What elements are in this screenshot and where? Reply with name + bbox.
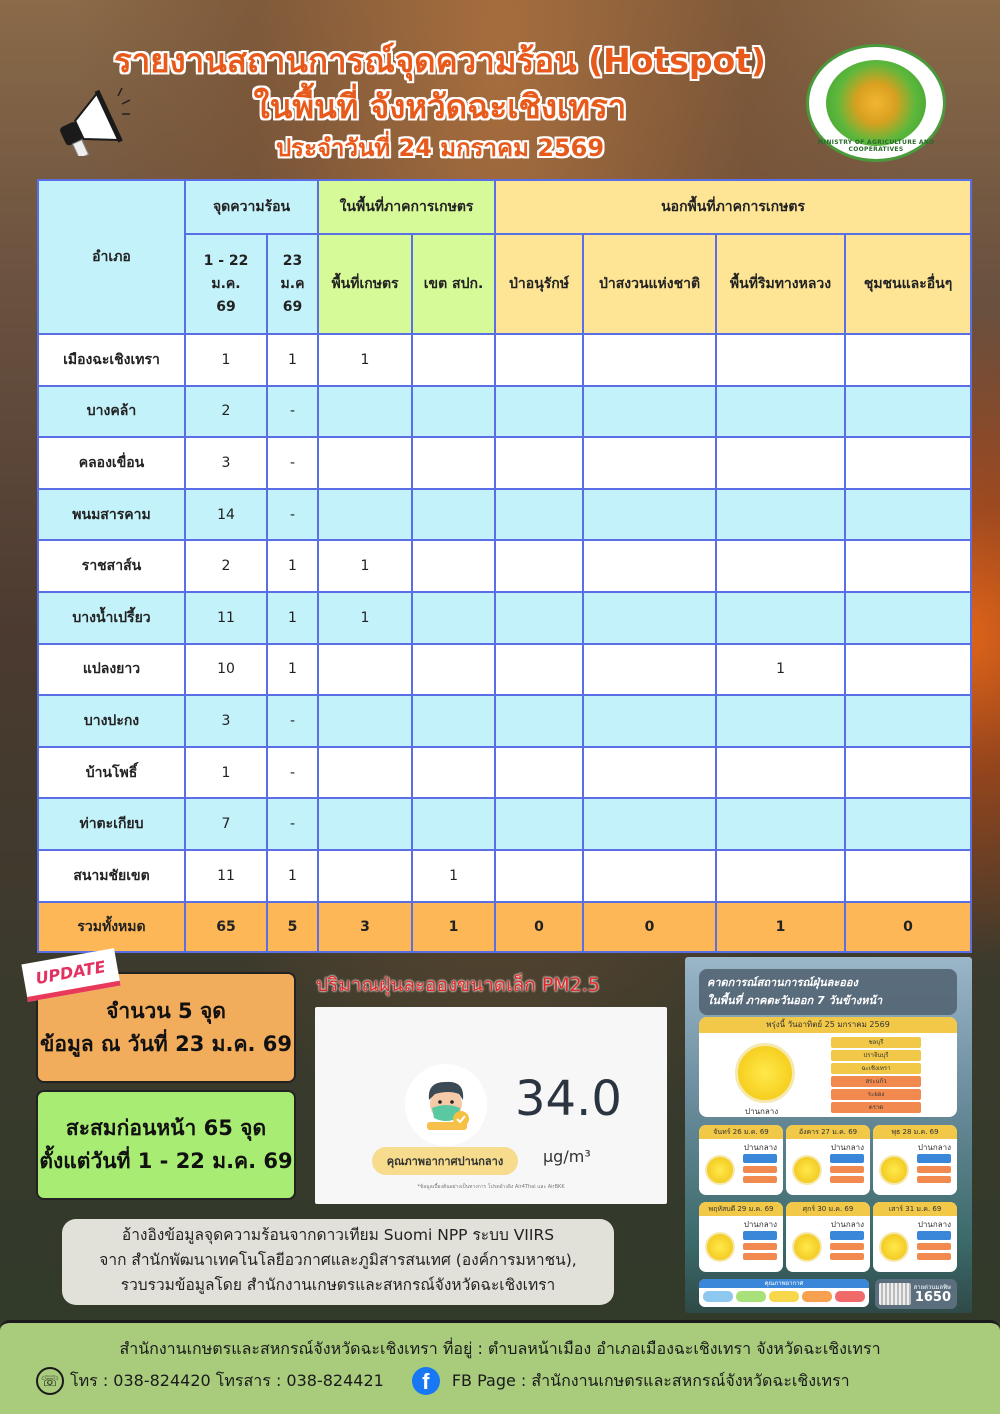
forecast-header [699,969,957,1015]
hotspot-1-22: 7 [185,798,267,850]
phone-icon: ☏ [36,1367,64,1395]
community-other [845,695,971,747]
neutral-face-icon [705,1155,735,1185]
total-national: 0 [583,902,716,952]
province-chip: ชลบุรี [831,1037,921,1048]
today-date: ข้อมูล ณ วันที่ 23 ม.ค. 69 [40,1031,292,1056]
community-other [845,747,971,799]
hotspot-23: 1 [267,592,318,644]
alro-zone [412,386,495,438]
watch-area-tag [830,1231,864,1240]
header-hotspot-group: จุดความร้อน [185,180,318,234]
alro-zone [412,695,495,747]
forecast-today-level: ปานกลาง [745,1107,779,1116]
forecast-day-date: จันทร์ 26 ม.ค. 69 [699,1125,783,1139]
agri-area [318,747,412,799]
hotspot-23: - [267,747,318,799]
national-forest [583,695,716,747]
province-tag [830,1176,864,1183]
pm25-note: *ข้อมูลเบื้องต้นอย่างเป็นทางการ โปรดอ้างอิง Air4Thai และ AirBKK [417,1184,565,1190]
highway-area [716,540,845,592]
forecast-day-level: ปานกลาง [830,1220,864,1229]
agri-area: 1 [318,540,412,592]
national-forest [583,334,716,386]
agri-area [318,386,412,438]
hotspot-1-22: 3 [185,695,267,747]
total-23: 5 [267,902,318,952]
total-alro: 1 [412,902,495,952]
reserved-forest [495,747,583,799]
pm25-card [315,1007,667,1204]
alro-zone [412,489,495,541]
hotspot-23: - [267,489,318,541]
neutral-face-icon [792,1155,822,1185]
agri-area: 1 [318,334,412,386]
ministry-logo-text: MINISTRY OF AGRICULTURE AND COOPERATIVES [817,139,935,153]
table-row [38,437,971,489]
table-total-row [38,902,971,952]
header-23-line1: 23 [282,252,303,269]
report-date: ประจำวันที่ 24 มกราคม 2569 [275,134,605,162]
reference-line-2: จาก สำนักพัฒนาเทคโนโลยีอวกาศและภูมิสารสนเทศ (องค์การมหาชน), [99,1251,577,1269]
community-other [845,334,971,386]
watch-area-tag [917,1154,951,1163]
footer-phone[interactable]: โทร : 038-824420 โทรสาร : 038-824421 [70,1370,384,1390]
community-other [845,489,971,541]
highway-area [716,695,845,747]
reserved-forest [495,695,583,747]
reserved-forest [495,386,583,438]
reserved-forest [495,334,583,386]
alro-zone [412,540,495,592]
table-row [38,644,971,696]
cumulative-count: สะสมก่อนหน้า 65 จุด [65,1116,267,1140]
province-tag [917,1176,951,1183]
total-1-22: 65 [185,902,267,952]
province-tag [917,1166,951,1173]
hotspot-23: 1 [267,644,318,696]
alro-zone: 1 [412,850,495,902]
province-tag [830,1166,864,1173]
table-row [38,850,971,902]
reserved-forest [495,592,583,644]
air-quality-legend [699,1279,869,1307]
forecast-day-date: เสาร์ 31 ม.ค. 69 [873,1202,957,1216]
forecast-day-date: พุธ 28 ม.ค. 69 [873,1125,957,1139]
header-1-22-line3: 69 [216,298,236,315]
hotspot-1-22: 11 [185,850,267,902]
hotspot-1-22: 2 [185,540,267,592]
amphoe-name: คลองเขื่อน [38,437,185,489]
hotspot-23: - [267,798,318,850]
agri-area [318,489,412,541]
header-amphoe: อำเภอ [38,180,185,334]
highway-area [716,334,845,386]
facebook-icon: f [412,1367,440,1395]
header-1-22-line2: ม.ค. [211,275,241,292]
hotspot-23: - [267,695,318,747]
highway-area [716,850,845,902]
amphoe-name: บางปะกง [38,695,185,747]
community-other [845,437,971,489]
hotspot-1-22: 1 [185,334,267,386]
pollution-hotline [875,1279,957,1309]
amphoe-name: บ้านโพธิ์ [38,747,185,799]
legend-items [699,1288,869,1305]
province-tag [743,1176,777,1183]
forecast-day-card [786,1125,870,1195]
hotspot-23: 1 [267,540,318,592]
national-forest [583,747,716,799]
hotspot-23: 1 [267,334,318,386]
forecast-day-card [873,1125,957,1195]
watch-area-tag [743,1154,777,1163]
reserved-forest [495,850,583,902]
neutral-face-icon [792,1232,822,1262]
footer [0,1320,1000,1414]
alro-zone [412,437,495,489]
header-1-22-line1: 1 - 22 [203,252,249,269]
forecast-day-level: ปานกลาง [830,1143,864,1152]
hotline-label: สายด่วนมลพิษ [913,1284,951,1291]
qr-code-icon [879,1283,911,1305]
table-row [38,798,971,850]
neutral-face-icon [735,1043,795,1103]
total-highway: 1 [716,902,845,952]
watch-area-tag [917,1231,951,1240]
agri-area [318,644,412,696]
community-other [845,850,971,902]
legend-good [736,1291,766,1302]
agri-area: 1 [318,592,412,644]
hotspot-table [37,179,972,953]
forecast-today-card [699,1017,957,1117]
forecast-title-2: ในพื้นที่ ภาคตะวันออก 7 วันข้างหน้า [707,994,883,1007]
header-23-jan [267,234,318,334]
mask-face-icon [405,1064,487,1146]
alro-zone [412,798,495,850]
hotspot-1-22: 3 [185,437,267,489]
header-23-line3: 69 [282,298,303,315]
forecast-day-card [699,1202,783,1272]
neutral-face-icon [879,1232,909,1262]
community-other [845,540,971,592]
total-reserved: 0 [495,902,583,952]
highway-area [716,437,845,489]
reserved-forest [495,798,583,850]
reference-line-3: รวบรวมข้อมูลโดย สำนักงานเกษตรและสหกรณ์จังหวัดฉะเชิงเทรา [120,1276,556,1294]
table-row [38,540,971,592]
report-title: รายงานสถานการณ์จุดความร้อน (Hotspot) [113,41,767,80]
hotspot-1-22: 11 [185,592,267,644]
province-tag [830,1243,864,1250]
watch-area-tag [830,1154,864,1163]
national-forest [583,386,716,438]
province-chip: สระแก้ว [831,1076,921,1087]
watch-area-tag [743,1231,777,1240]
province-tag [830,1253,864,1260]
forecast-day-date: อังคาร 27 ม.ค. 69 [786,1125,870,1139]
cumulative-date: ตั้งแต่วันที่ 1 - 22 ม.ค. 69 [39,1149,293,1173]
forecast-day-level: ปานกลาง [743,1220,777,1229]
update-badge: UPDATE [21,948,120,1002]
hotspot-23: 1 [267,850,318,902]
national-forest [583,644,716,696]
forecast-title-1: คาดการณ์สถานการณ์ฝุ่นละออง [707,976,858,989]
reserved-forest [495,644,583,696]
highway-area [716,386,845,438]
alro-zone [412,334,495,386]
hotspot-1-22: 10 [185,644,267,696]
reserved-forest [495,437,583,489]
table-row [38,334,971,386]
table-row [38,489,971,541]
table-row [38,695,971,747]
province-chip: ตราด [831,1102,921,1113]
header-national-forest: ป่าสงวนแห่งชาติ [583,234,716,334]
pm25-unit: µg/m³ [543,1147,591,1166]
report-subtitle-province: ในพื้นที่ จังหวัดฉะเชิงเทรา [253,87,627,126]
legend-unhealthy [835,1291,865,1302]
megaphone-icon [52,84,132,156]
highway-area [716,592,845,644]
header-reserved-forest: ป่าอนุรักษ์ [495,234,583,334]
legend-very-good [703,1291,733,1302]
forecast-day-level: ปานกลาง [743,1143,777,1152]
hotline-number: 1650 [914,1290,951,1305]
community-other [845,592,971,644]
province-tag [917,1243,951,1250]
amphoe-name: พนมสารคาม [38,489,185,541]
province-tag [743,1166,777,1173]
total-agri: 3 [318,902,412,952]
forecast-day-date: ศุกร์ 30 ม.ค. 69 [786,1202,870,1216]
footer-fb-page[interactable]: FB Page : สำนักงานเกษตรและสหกรณ์จังหวัดฉะเชิงเทรา [451,1370,850,1390]
legend-unhealthy-sensitive [802,1291,832,1302]
community-other [845,798,971,850]
dust-forecast-panel [685,957,972,1313]
reserved-forest [495,540,583,592]
province-tag [743,1253,777,1260]
data-reference [62,1219,614,1305]
forecast-day-card [873,1202,957,1272]
forecast-day-card [786,1202,870,1272]
reserved-forest [495,489,583,541]
amphoe-name: บางคล้า [38,386,185,438]
forecast-today-date: พรุ่งนี้ วันอาทิตย์ 25 มกราคม 2569 [699,1017,957,1033]
amphoe-name: เมืองฉะเชิงเทรา [38,334,185,386]
total-community: 0 [845,902,971,952]
forecast-day-level: ปานกลาง [917,1143,951,1152]
forecast-day-level: ปานกลาง [917,1220,951,1229]
hotspot-1-22: 14 [185,489,267,541]
footer-address: สำนักงานเกษตรและสหกรณ์จังหวัดฉะเชิงเทรา ที่อยู่ : ตำบลหน้าเมือง อำเภอเมืองฉะเชิงเทรา จังหวัดฉะเชิงเทรา [119,1339,881,1358]
national-forest [583,592,716,644]
hotspot-23: - [267,437,318,489]
national-forest [583,540,716,592]
highway-area [716,489,845,541]
amphoe-name: บางน้ำเปรี้ยว [38,592,185,644]
header-community-other: ชุมชนและอื่นๆ [845,234,971,334]
community-other [845,644,971,696]
amphoe-name: สนามชัยเขต [38,850,185,902]
today-count: จำนวน 5 จุด [106,998,226,1023]
header-in-agri-group: ในพื้นที่ภาคการเกษตร [318,180,495,234]
highway-area: 1 [716,644,845,696]
header-1-22-jan [185,234,267,334]
table-row [38,592,971,644]
legend-title: คุณภาพอากาศ [699,1279,869,1288]
national-forest [583,798,716,850]
header-highway-area: พื้นที่ริมทางหลวง [716,234,845,334]
ministry-logo [806,44,946,162]
hotspot-1-22: 2 [185,386,267,438]
alro-zone [412,747,495,799]
reference-line-1: อ้างอิงข้อมูลจุดความร้อนจากดาวเทียม Suomi NPP ระบบ VIIRS [121,1226,555,1244]
province-chip: ระยอง [831,1089,921,1100]
highway-area [716,747,845,799]
agri-area [318,695,412,747]
pm25-value: 34.0 [515,1071,622,1127]
alro-zone [412,592,495,644]
amphoe-name: แปลงยาว [38,644,185,696]
legend-moderate [769,1291,799,1302]
air-quality-badge: คุณภาพอากาศปานกลาง [372,1147,518,1175]
province-tag [917,1253,951,1260]
header-23-line2: ม.ค [280,275,305,292]
neutral-face-icon [705,1232,735,1262]
total-label: รวมทั้งหมด [38,902,185,952]
neutral-face-icon [879,1155,909,1185]
province-tag [743,1243,777,1250]
header-out-agri-group: นอกพื้นที่ภาคการเกษตร [495,180,971,234]
forecast-day-date: พฤหัสบดี 29 ม.ค. 69 [699,1202,783,1216]
footer-contact [36,1367,850,1395]
agri-area [318,850,412,902]
agri-area [318,437,412,489]
amphoe-name: ท่าตะเกียบ [38,798,185,850]
agri-area [318,798,412,850]
header-alro-zone: เขต สปก. [412,234,495,334]
amphoe-name: ราชสาส์น [38,540,185,592]
forecast-day-card [699,1125,783,1195]
national-forest [583,850,716,902]
ministry-emblem-icon [826,60,926,146]
national-forest [583,437,716,489]
cumulative-summary-box [36,1090,296,1200]
hotspot-23: - [267,386,318,438]
community-other [845,386,971,438]
table-row [38,747,971,799]
province-chip: ฉะเชิงเทรา [831,1063,921,1074]
table-row [38,386,971,438]
national-forest [583,489,716,541]
province-chip: ปราจีนบุรี [831,1050,921,1061]
highway-area [716,798,845,850]
hotspot-1-22: 1 [185,747,267,799]
pm25-title: ปริมาณฝุ่นละอองขนาดเล็ก PM2.5 [316,974,600,996]
header-agri-area: พื้นที่เกษตร [318,234,412,334]
alro-zone [412,644,495,696]
